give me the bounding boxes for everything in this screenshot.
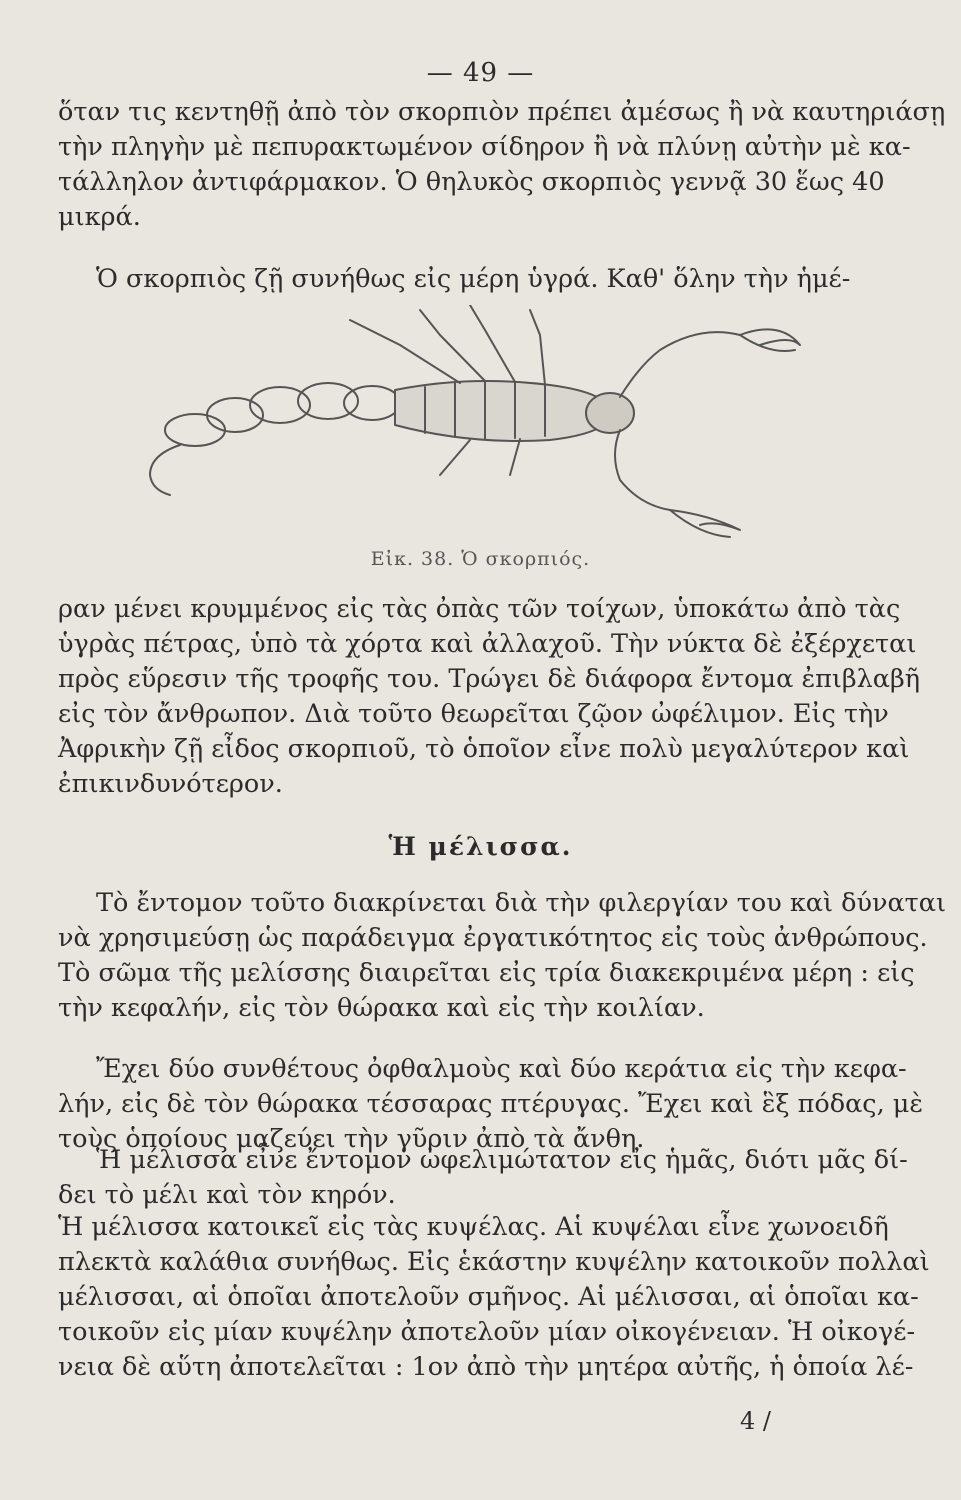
- text-line: ὅταν τις κεντηθῇ ἀπὸ τὸν σκορπιὸν πρέπει ἀμέσως ἢ νὰ καυτηριάσῃ: [58, 97, 946, 127]
- text-line: τοὺς ὁποίους μαζεύει τὴν γῦριν ἀπὸ τὰ ἄνθη.: [58, 1124, 645, 1154]
- text-line: Ἡ μέλισσα κατοικεῖ εἰς τὰς κυψέλας. Αἱ κυψέλαι εἶνε χωνοειδῆ: [58, 1212, 889, 1242]
- text-line: ραν μένει κρυμμένος εἰς τὰς ὀπὰς τῶν τοίχων, ὑποκάτω ἀπὸ τὰς: [58, 594, 901, 624]
- text-line: δει τὸ μέλι καὶ τὸν κηρόν.: [58, 1180, 396, 1210]
- text-line: πρὸς εὕρεσιν τῆς τροφῆς του. Τρώγει δὲ διάφορα ἔντομα ἐπιβλαβῆ: [58, 664, 921, 694]
- text-line: τὴν πληγὴν μὲ πεπυρακτωμένον σίδηρον ἢ νὰ πλύνῃ αὐτὴν μὲ κα-: [58, 132, 911, 162]
- paragraph-scorpion-behavior: [58, 592, 921, 802]
- figure-caption: Εἰκ. 38. Ὁ σκορπιός.: [370, 548, 591, 570]
- text-line: νὰ χρησιμεύσῃ ὡς παράδειγμα ἐργατικότητος εἰς τοὺς ἀνθρώπους.: [58, 923, 928, 953]
- text-line: μικρά.: [58, 202, 141, 232]
- text-line: μέλισσαι, αἱ ὁποῖαι ἀποτελοῦν σμῆνος. Αἱ μέλισσαι, αἱ ὁποῖαι κα-: [58, 1282, 919, 1312]
- text-line: νεια δὲ αὕτη ἀποτελεῖται : 1ον ἀπὸ τὴν μητέρα αὐτῆς, ἡ ὁποία λέ-: [58, 1352, 914, 1382]
- text-line: ἐπικινδυνότερον.: [58, 769, 283, 799]
- text-line: λήν, εἰς δὲ τὸν θώρακα τέσσαρας πτέρυγας. Ἔχει καὶ ἓξ πόδας, μὲ: [58, 1089, 924, 1119]
- paragraph-bee-intro: [58, 886, 946, 1026]
- page-number: — 49 —: [426, 58, 535, 88]
- text-line: τοικοῦν εἰς μίαν κυψέλην ἀποτελοῦν μίαν οἰκογένειαν. Ἡ οἰκογέ-: [58, 1317, 916, 1347]
- paragraph-scorpion-sting: [58, 95, 946, 235]
- text-line: εἰς τὸν ἄνθρωπον. Διὰ τοῦτο θεωρεῖται ζῷον ὠφέλιμον. Εἰς τὴν: [58, 699, 889, 729]
- text-line: πλεκτὰ καλάθια συνήθως. Εἰς ἑκάστην κυψέλην κατοικοῦν πολλαὶ: [58, 1247, 930, 1277]
- text-line: τάλληλον ἀντιφάρμακον. Ὁ θηλυκὸς σκορπιὸς γεννᾷ 30 ἕως 40: [58, 167, 885, 197]
- text-line: Ἡ μέλισσα εἶνε ἔντομον ὠφελιμώτατον εἰς ἡμᾶς, διότι μᾶς δί-: [96, 1145, 908, 1175]
- paragraph-bee-hives: [58, 1210, 930, 1385]
- scorpion-illustration-icon: [140, 305, 840, 545]
- text-line: ὑγρὰς πέτρας, ὑπὸ τὰ χόρτα καὶ ἀλλαχοῦ. Τὴν νύκτα δὲ ἐξέρχεται: [58, 629, 917, 659]
- section-heading: Ἡ μέλισσα.: [388, 832, 573, 861]
- text-line: Ἔχει δύο συνθέτους ὀφθαλμοὺς καὶ δύο κεράτια εἰς τὴν κεφα-: [96, 1054, 907, 1084]
- paragraph-bee-usefulness: [58, 1143, 908, 1213]
- text-line: Ἀφρικὴν ζῇ εἶδος σκορπιοῦ, τὸ ὁποῖον εἶνε πολὺ μεγαλύτερον καὶ: [58, 734, 910, 764]
- text-line: τὴν κεφαλήν, εἰς τὸν θώρακα καὶ εἰς τὴν κοιλίαν.: [58, 993, 705, 1023]
- signature-mark: 4 /: [740, 1407, 771, 1435]
- text-line: Τὸ ἔντομον τοῦτο διακρίνεται διὰ τὴν φιλεργίαν του καὶ δύναται: [96, 888, 946, 918]
- paragraph-bee-anatomy: [58, 1052, 924, 1157]
- text-line: Ὁ σκορπιὸς ζῇ συνήθως εἰς μέρη ὑγρά. Καθ' ὅλην τὴν ἡμέ-: [96, 264, 851, 294]
- text-line: Τὸ σῶμα τῆς μελίσσης διαιρεῖται εἰς τρία διακεκριμένα μέρη : εἰς: [58, 958, 915, 988]
- paragraph-scorpion-habitat: [58, 262, 851, 297]
